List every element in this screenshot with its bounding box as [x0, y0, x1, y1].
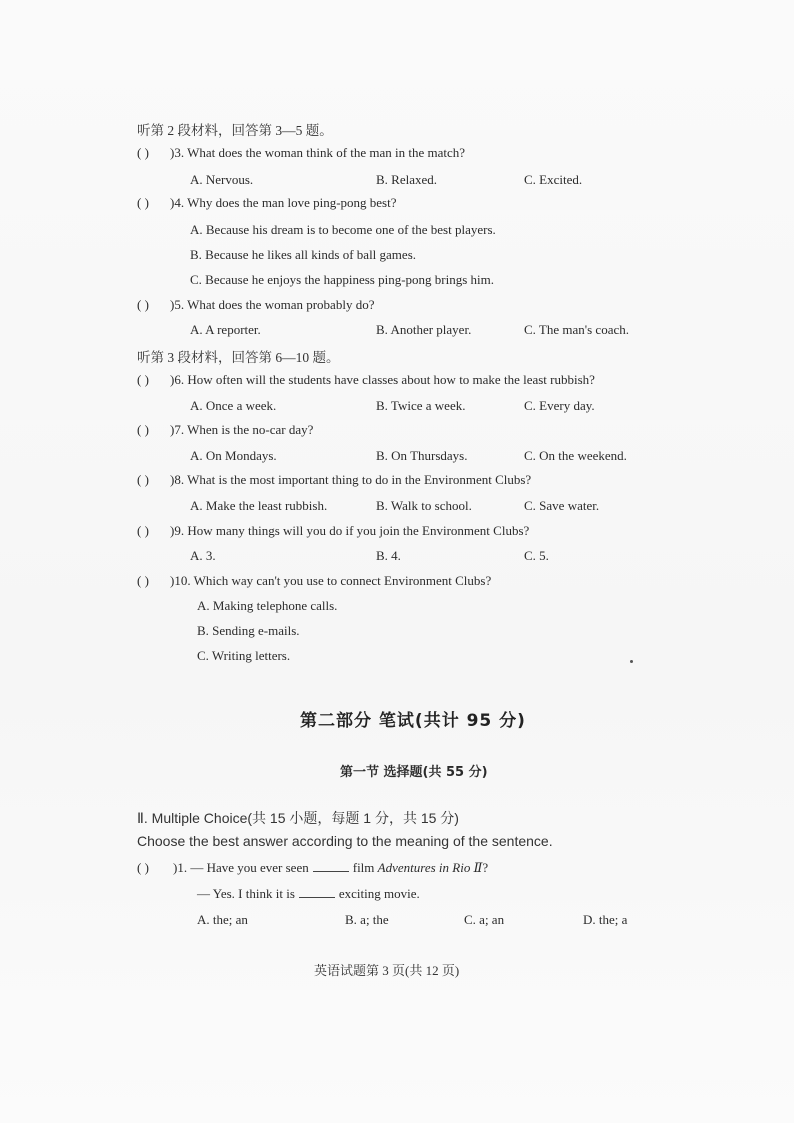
- mc1-text-end: ?: [482, 860, 489, 875]
- subsection-title: 第一节 选择题(共 55 分): [340, 765, 488, 780]
- answer-paren-mc1: ( ): [137, 860, 149, 875]
- mc-question-1-line1: [173, 860, 488, 876]
- question-9: )9. How many things will you do if you join the Environment Clubs?: [170, 523, 530, 538]
- question-8: )8. What is the most important thing to do in the Environment Clubs?: [170, 472, 532, 487]
- question-4: )4. Why does the man love ping-pong best?: [170, 195, 397, 210]
- answer-paren-q3: ( ): [137, 145, 149, 160]
- answer-paren-q10: ( ): [137, 573, 149, 588]
- q6-option-a: A. Once a week.: [190, 398, 277, 413]
- instruction-text: Choose the best answer according to the meaning of the sentence.: [137, 833, 553, 849]
- question-5: )5. What does the woman probably do?: [170, 297, 375, 312]
- q9-option-c: C. 5.: [524, 548, 549, 563]
- answer-paren-q7: ( ): [137, 422, 149, 437]
- mc1-option-b: B. a; the: [345, 912, 389, 927]
- question-10: )10. Which way can't you use to connect Environment Clubs?: [170, 573, 492, 588]
- q8-option-b: B. Walk to school.: [376, 498, 472, 513]
- scan-speck: [630, 660, 633, 663]
- answer-paren-q8: ( ): [137, 472, 149, 487]
- q6-option-b: B. Twice a week.: [376, 398, 466, 413]
- q3-option-b: B. Relaxed.: [376, 172, 438, 187]
- mc1-text-b: film: [352, 860, 375, 875]
- q4-option-c: C. Because he enjoys the happiness ping-pong brings him.: [190, 272, 495, 287]
- answer-paren-q6: ( ): [137, 372, 149, 387]
- q5-option-a: A. A reporter.: [190, 322, 261, 337]
- answer-blank: [299, 887, 335, 898]
- mc1-line2-b: exciting movie.: [338, 886, 420, 901]
- q5-option-c: C. The man's coach.: [524, 322, 629, 337]
- q7-option-b: B. On Thursdays.: [376, 448, 468, 463]
- q9-option-a: A. 3.: [190, 548, 216, 563]
- answer-blank: [313, 861, 349, 872]
- q5-option-b: B. Another player.: [376, 322, 472, 337]
- q7-option-c: C. On the weekend.: [524, 448, 627, 463]
- mc-question-1-line2: [197, 886, 420, 902]
- q9-option-b: B. 4.: [376, 548, 401, 563]
- answer-paren-q5: ( ): [137, 297, 149, 312]
- section-heading-3: 听第 3 段材料，回答第 6—10 题。: [137, 350, 340, 365]
- mc1-option-c: C. a; an: [464, 912, 505, 927]
- q3-option-a: A. Nervous.: [190, 172, 254, 187]
- part-two-title: 第二部分 笔试(共计 95 分): [300, 711, 526, 731]
- question-7: )7. When is the no-car day?: [170, 422, 314, 437]
- answer-paren-q4: ( ): [137, 195, 149, 210]
- page-footer: 英语试题第 3 页(共 12 页): [314, 963, 460, 978]
- section-heading-2: 听第 2 段材料，回答第 3—5 题。: [137, 123, 333, 138]
- question-6: )6. How often will the students have classes about how to make the least rubbish?: [170, 372, 595, 387]
- question-3: )3. What does the woman think of the man in the match?: [170, 145, 466, 160]
- film-title: Adventures in Rio Ⅱ: [377, 860, 483, 875]
- q10-option-b: B. Sending e-mails.: [197, 623, 300, 638]
- q6-option-c: C. Every day.: [524, 398, 595, 413]
- q4-option-b: B. Because he likes all kinds of ball games.: [190, 247, 417, 262]
- q10-option-a: A. Making telephone calls.: [197, 598, 338, 613]
- q10-option-c: C. Writing letters.: [197, 648, 291, 663]
- q8-option-c: C. Save water.: [524, 498, 600, 513]
- answer-paren-q9: ( ): [137, 523, 149, 538]
- multiple-choice-title: Ⅱ. Multiple Choice(共 15 小题，每题 1 分，共 15 分): [137, 810, 459, 826]
- q7-option-a: A. On Mondays.: [190, 448, 277, 463]
- mc1-text-a: )1. — Have you ever seen: [173, 860, 309, 875]
- mc1-option-a: A. the; an: [197, 912, 248, 927]
- q4-option-a: A. Because his dream is to become one of the best players.: [190, 222, 496, 237]
- q8-option-a: A. Make the least rubbish.: [190, 498, 328, 513]
- mc1-option-d: D. the; a: [583, 912, 628, 927]
- mc1-line2-a: — Yes. I think it is: [197, 886, 295, 901]
- q3-option-c: C. Excited.: [524, 172, 583, 187]
